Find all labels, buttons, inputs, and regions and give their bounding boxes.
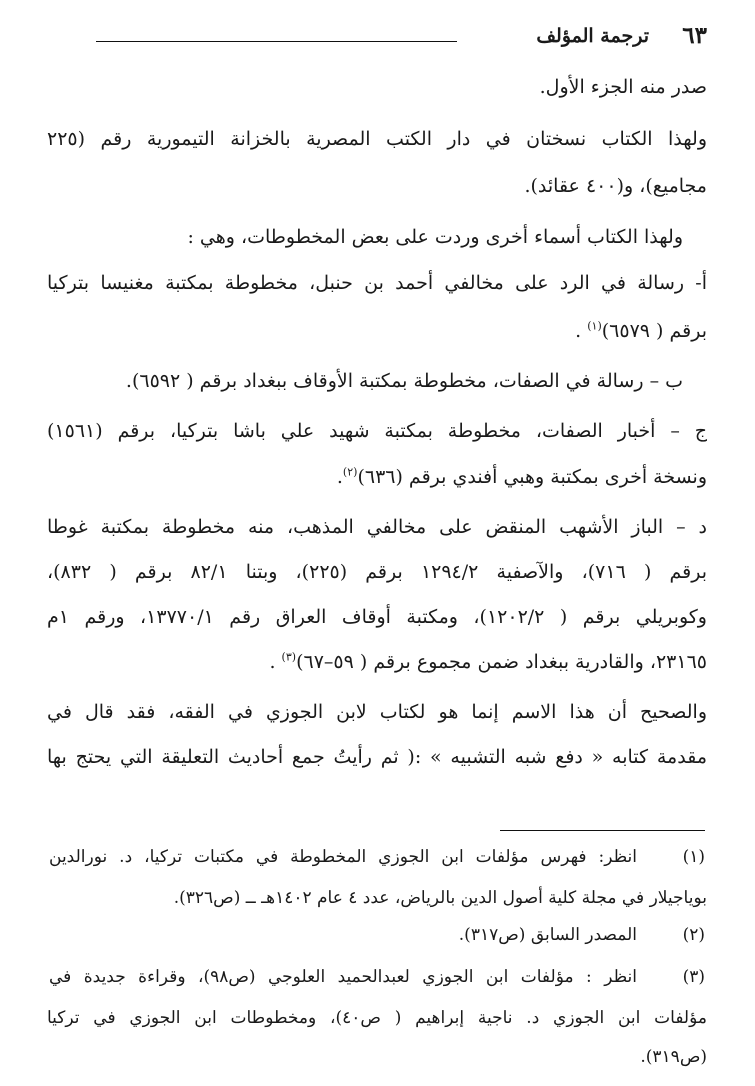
footnote-number: (١) [682,847,705,867]
list-item-a-cont: برقم ( ٦٥٧٩)$^{(١)}$ . [575,319,707,342]
footnote-line: المصدر السابق (ص٣١٧). [458,925,637,945]
paragraph-line: مجاميع)، و(٤٠٠ عقائد). [524,175,707,197]
footnote-line: بوياجيلار في مجلة كلية أصول الدين بالرياض، عدد ٤ عام ١٤٠٢هـ ــ (ص٣٢٦). [173,888,707,908]
footnote-line: (ص٣١٩). [640,1047,707,1067]
footnote-line: مؤلفات ابن الجوزي د. ناجية إبراهيم ( ص٤٠)، ومخطوطات ابن الجوزي في تركيا [47,1008,708,1028]
footnote-ref: (١) [587,319,602,333]
list-item-d: د – الباز الأشهب المنقض على مخالفي المذهب، منه مخطوطة بمكتبة غوطا [47,516,707,538]
paragraph-line: ولهذا الكتاب أسماء أخرى وردت على بعض المخطوطات، وهي : [187,226,683,248]
footnote-ref: (٣) [281,650,297,664]
list-item-a: أ- رسالة في الرد على مخالفي أحمد بن حنبل، مخطوطة بمكتبة مغنيسا بتركيا [47,272,707,294]
list-item-d-cont: برقم ( ٧١٦)، والآصفية ١٢٩٤/٢ برقم (٢٢٥)، وبتنا ٨٢/١ برقم ( ٨٣٢)، [47,561,707,583]
page-number: ٦٣ [682,22,707,49]
list-item-d-cont: وكوبريلي برقم ( ١٢٠٢/٢)، ومكتبة أوقاف العراق رقم ١٣٧٧٠/١، ورقم ١م [47,606,707,628]
footnote-separator [500,830,705,831]
running-header [96,22,707,52]
list-item-b: ب – رسالة في الصفات، مخطوطة بمكتبة الأوقاف ببغداد برقم ( ٦٥٩٢). [125,370,683,392]
header-rule [96,41,457,42]
list-item-c: ج – أخبار الصفات، مخطوطة بمكتبة شهيد علي باشا بتركيا، برقم (١٥٦١) [47,420,707,442]
list-item-c-cont: ونسخة أخرى بمكتبة وهبي أفندي برقم (٦٣٦)$^{(٢)}$. [336,465,707,488]
footnote-number: (٢) [682,925,705,945]
footnote-line: انظر : مؤلفات ابن الجوزي لعبدالحميد العلوجي (ص٩٨)، وقراءة جديدة في [49,967,637,987]
paragraph-line: صدر منه الجزء الأول. [539,76,707,98]
footnote-number: (٣) [682,967,705,987]
header-title: ترجمة المؤلف [536,25,649,47]
paragraph-line: مقدمة كتابه « دفع شبه التشبيه » :( ثم رأيتُ جمع أحاديث التعليقة التي يحتج بها [47,746,707,768]
footnote-line: انظر: فهرس مؤلفات ابن الجوزي المخطوطة في مكتبات تركيا، د. نورالدين [49,847,637,867]
footnote-ref: (٢) [342,465,358,479]
paragraph-line: ولهذا الكتاب نسختان في دار الكتب المصرية بالخزانة التيمورية رقم (٢٢٥ [47,128,707,150]
list-item-d-cont: ٢٣١٦٥، والقادرية ببغداد ضمن مجموع برقم ( ٥٩–٦٧)$^{(٣)}$ . [269,650,707,673]
paragraph-line: والصحيح أن هذا الاسم إنما هو لكتاب لابن الجوزي في الفقه، فقد قال في [47,701,707,723]
